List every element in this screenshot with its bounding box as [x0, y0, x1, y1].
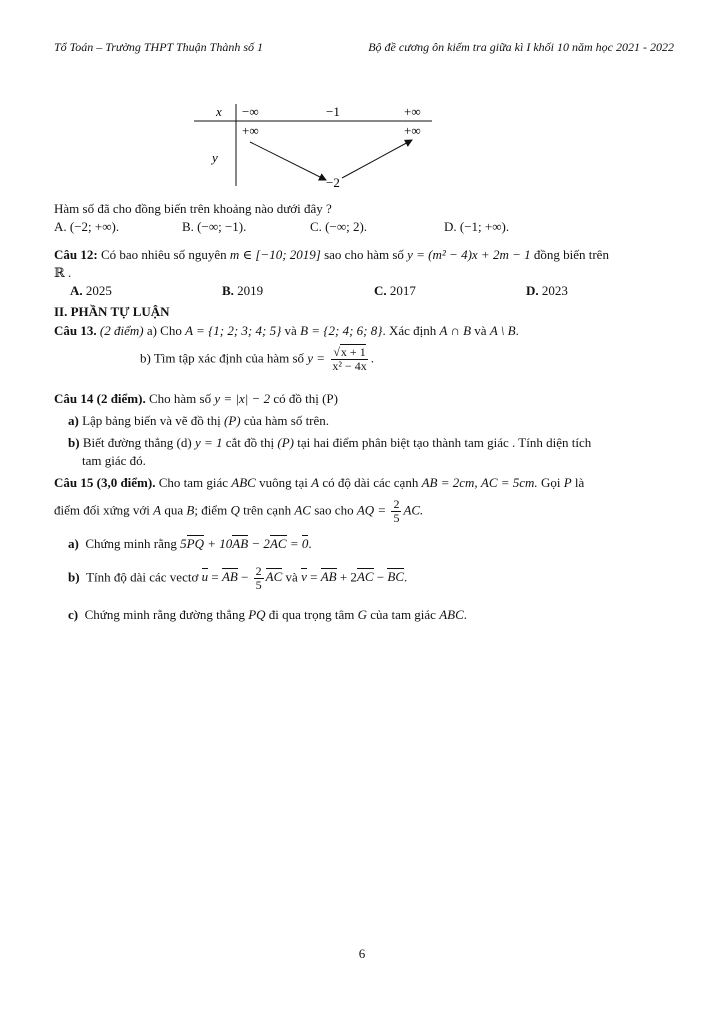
q15-b-fraction	[254, 565, 264, 592]
q15-c-ABC: ABC	[439, 607, 464, 622]
q15-c-label: c)	[68, 607, 79, 622]
q15-a-end: .	[308, 536, 312, 551]
q15-c-end: .	[463, 607, 468, 622]
q15-aq: AQ =	[356, 502, 387, 518]
question-14	[54, 390, 674, 470]
q15-line2	[54, 498, 674, 525]
q13-yeq: y =	[307, 350, 326, 366]
q13-fraction	[330, 346, 368, 373]
q15-b-fraction-num: 2	[255, 564, 262, 578]
q13-label: Câu 13.	[54, 323, 97, 338]
q15-c-G: G	[357, 607, 368, 622]
q12-option-a	[70, 282, 222, 300]
header-right: Bộ đề cương ôn kiểm tra giữa kì I khối 10 năm học 2021 - 2022	[368, 40, 674, 54]
q15-b-vec-u: u	[201, 569, 209, 585]
q12-option-d-value: 2023	[541, 283, 568, 298]
q15-c-text3: của tam giác	[367, 607, 440, 622]
question-13	[54, 322, 674, 373]
q13-points: (2 điểm)	[96, 323, 144, 338]
q13-parta: a) Cho	[143, 323, 186, 338]
q15-text1: Cho tam giác	[155, 475, 232, 490]
q13-fraction-num: √x + 1	[333, 345, 366, 359]
q14-a-label: a)	[68, 413, 79, 428]
q12-option-d	[526, 282, 568, 300]
q15-b-fraction-den: 5	[255, 578, 262, 592]
q12-option-a-value: 2025	[85, 283, 112, 298]
q12-option-d-letter: D.	[526, 283, 539, 298]
q13-diff: A \ B	[489, 323, 516, 338]
section-2-title: II. PHẦN TỰ LUẬN	[54, 304, 170, 319]
q12-option-c-value: 2017	[389, 283, 416, 298]
x-label: x	[216, 104, 222, 119]
q15-a-vec-ac: AC	[269, 536, 287, 551]
q15-b-vec-ac1: AC	[265, 569, 283, 585]
q14-b-text1: Biết đường thẳng (d)	[79, 435, 195, 450]
q15-fraction	[391, 498, 401, 525]
q15-line2b: qua	[161, 502, 187, 518]
question-15	[54, 474, 674, 624]
q15-a-expr-3: − 2	[248, 536, 270, 551]
q15-line2a: điểm đối xứng với	[54, 502, 154, 518]
q11-prompt: Hàm số đã cho đồng biến trên khoảng nào dưới đây ?	[54, 201, 332, 216]
q15-b-vec-ab1: AB	[221, 569, 238, 585]
q12-text1: Có bao nhiêu số nguyên	[97, 247, 230, 262]
q15-fraction-den: 5	[393, 511, 400, 525]
q14-partb	[54, 434, 674, 452]
y-top-right: +∞	[404, 123, 421, 138]
q15-line2c: ; điểm	[194, 502, 231, 518]
q15-b-plus: + 2	[336, 569, 357, 585]
q13-partb-text: b) Tìm tập xác định của hàm số	[140, 350, 308, 366]
q14-b-line: y = 1	[194, 435, 223, 450]
q12-cond: m ∈ [−10; 2019]	[229, 247, 321, 262]
q13-setB: B = {2; 4; 6; 8}	[300, 323, 383, 338]
q13-and2: và	[471, 323, 490, 338]
q12-option-a-letter: A.	[70, 283, 83, 298]
q14-b-P: (P)	[277, 435, 294, 450]
q15-b-minus: −	[237, 569, 252, 585]
q14-line1	[54, 390, 674, 408]
q15-line2-AC: AC	[294, 502, 311, 518]
y-bottom: −2	[326, 175, 340, 190]
q15-b-end: .	[404, 569, 408, 585]
q13-partb	[54, 346, 674, 373]
q15-a-vec-ab: AB	[232, 536, 249, 551]
q12-text2: sao cho hàm số	[320, 247, 408, 262]
q15-b-vec-v: v	[301, 569, 307, 585]
q15-b-minus2: −	[373, 569, 388, 585]
q15-text2: vuông tại	[255, 475, 312, 490]
q11-options	[54, 218, 674, 236]
x-value-middle: −1	[326, 104, 340, 119]
q14-b-text3: tại hai điểm phân biệt tạo thành tam giác . Tính diện tích	[293, 435, 592, 450]
q15-a-expr-4: =	[286, 536, 302, 551]
q13-end: .	[515, 323, 519, 338]
q14-func: y = |x| − 2	[214, 391, 271, 406]
q15-c-PQ: PQ	[248, 607, 266, 622]
q13-line1	[54, 322, 674, 340]
q15-c-text2: đi qua trọng tâm	[265, 607, 358, 622]
q15-fraction-num: 2	[393, 497, 400, 511]
q14-b-text2: cắt đồ thị	[222, 435, 278, 450]
q15-a-expr-2: + 10	[203, 536, 233, 551]
q13-fraction-den: x² − 4x	[332, 359, 367, 373]
q15-label: Câu 15 (3,0 điểm).	[54, 475, 156, 490]
q15-parta	[54, 535, 674, 553]
page-number: 6	[358, 946, 366, 961]
q13-and1: và	[281, 323, 301, 338]
q15-c-text1: Chứng minh rằng đường thẳng	[84, 607, 249, 622]
q15-line2-B: B	[186, 502, 195, 518]
q15-text5: là	[571, 475, 585, 490]
q15-b-and: và	[282, 569, 302, 585]
q12-line2: ℝ .	[54, 265, 72, 280]
q11-option-a: A. (−2; +∞).	[54, 219, 120, 234]
q15-b-vec-ac2: AC	[356, 569, 374, 585]
q15-b-vec-ab2: AB	[320, 569, 337, 585]
q15-text4: Gọi	[537, 475, 564, 490]
q15-abc: ABC	[231, 475, 256, 490]
q13-dot: .	[370, 350, 374, 366]
q14-partb-line2: tam giác đó.	[82, 453, 146, 468]
q14-a-text: Lập bảng biến và vẽ đồ thị	[78, 413, 224, 428]
q13-sqrt-body: x + 1	[340, 345, 366, 359]
q14-a-P: (P)	[223, 413, 241, 428]
q14-text1: Cho hàm số	[145, 391, 215, 406]
q15-a-vec-pq: PQ	[186, 536, 204, 551]
q15-A: A	[311, 475, 320, 490]
q12-label: Câu 12:	[54, 247, 98, 262]
q15-ab: AB = 2cm,	[421, 475, 478, 490]
variation-table-svg	[192, 104, 442, 194]
q14-b-label: b)	[68, 435, 80, 450]
q12-options	[54, 282, 674, 300]
q12-option-b	[222, 282, 374, 300]
q12-option-c-letter: C.	[374, 283, 387, 298]
header-left: Tổ Toán – Trường THPT Thuận Thành số 1	[54, 40, 264, 54]
q12-text3: đồng biến trên	[530, 247, 609, 262]
q15-line2e: sao cho	[310, 502, 357, 518]
page-header	[54, 40, 674, 55]
q15-line1	[54, 474, 674, 492]
x-value-right: +∞	[404, 104, 421, 119]
q15-b-text: Tính độ dài các vectơ	[86, 569, 202, 585]
q15-a-expr-1: 5	[180, 536, 187, 551]
q11-option-d: D. (−1; +∞).	[444, 219, 510, 234]
variation-table	[192, 104, 442, 194]
q15-partb	[54, 565, 674, 592]
q15-P: P	[563, 475, 572, 490]
q15-line2-Q: Q	[230, 502, 240, 518]
q11-option-c: C. (−∞; 2).	[310, 219, 368, 234]
q12-option-b-value: 2019	[237, 283, 264, 298]
q13-setA: A = {1; 2; 3; 4; 5}	[185, 323, 282, 338]
q13-inter: A ∩ B	[439, 323, 472, 338]
arrow-up	[342, 140, 412, 178]
x-value-left: −∞	[242, 104, 259, 119]
y-top-left: +∞	[242, 123, 259, 138]
q15-ac: AC = 5cm.	[480, 475, 538, 490]
q14-parta	[54, 412, 674, 430]
q12-func: y = (m² − 4)x + 2m − 1	[407, 247, 531, 262]
q15-line2-A: A	[153, 502, 162, 518]
question-11	[54, 200, 674, 236]
q15-line2d: trên cạnh	[239, 502, 295, 518]
q15-a-vec-0: 0	[301, 536, 309, 551]
q15-b-label: b)	[68, 569, 80, 585]
section-2-heading	[54, 303, 674, 321]
q15-a-label: a)	[68, 536, 79, 551]
q15-b-vec-bc: BC	[387, 569, 405, 585]
q15-partc	[54, 606, 674, 624]
q15-aq-end: AC.	[403, 502, 424, 518]
q14-label: Câu 14 (2 điểm).	[54, 391, 146, 406]
q12-line1	[54, 246, 674, 264]
q11-option-b: B. (−∞; −1).	[182, 219, 247, 234]
q14-a-end: của hàm số trên.	[240, 413, 330, 428]
q15-a-text: Chứng minh rằng	[85, 536, 181, 551]
arrow-down	[250, 142, 326, 180]
q15-text3: có độ dài các cạnh	[319, 475, 422, 490]
question-12	[54, 246, 674, 300]
y-label: y	[212, 150, 218, 165]
q13-task: . Xác định	[382, 323, 440, 338]
q14-text2: có đồ thị (P)	[270, 391, 338, 406]
q15-b-eq2: =	[306, 569, 321, 585]
q12-option-b-letter: B.	[222, 283, 234, 298]
q15-b-eq1: =	[208, 569, 222, 585]
q12-option-c	[374, 282, 526, 300]
